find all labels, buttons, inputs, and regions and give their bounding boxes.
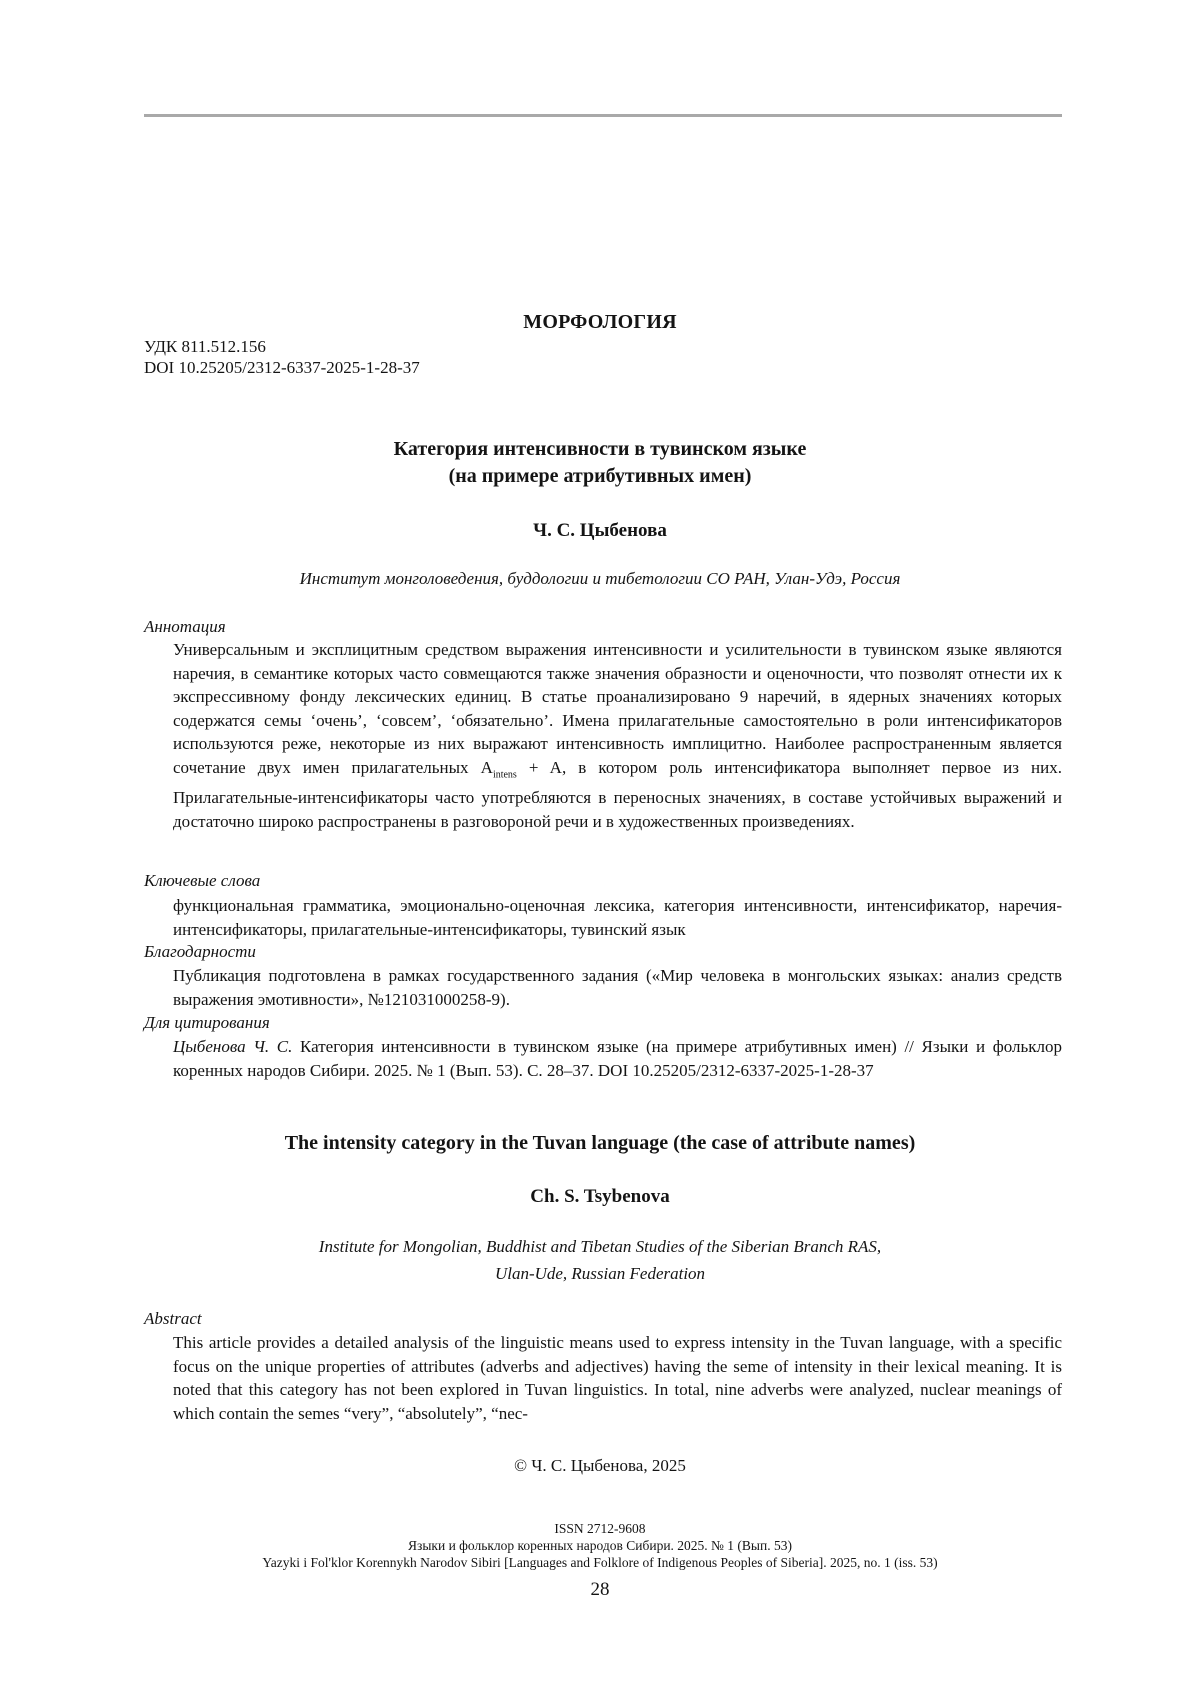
footer-issn: ISSN 2712-9608	[554, 1521, 646, 1536]
udk-code: УДК 811.512.156	[144, 337, 266, 356]
article-title-ru-line2: (на примере атрибутивных имен)	[448, 465, 752, 487]
affiliation-en-line1: Institute for Mongolian, Buddhist and Tibetan Studies of the Siberian Branch RAS,	[318, 1237, 882, 1256]
citation-ru-label: Для цитирования	[144, 1013, 270, 1032]
citation-ru-author: Цыбенова Ч. С.	[173, 1037, 293, 1056]
affiliation-ru: Институт монголоведения, буддологии и тибетологии СО РАН, Улан-Удэ, Россия	[299, 569, 901, 588]
affiliation-en	[0, 1233, 1200, 1287]
abstract-ru-subscript: intens	[492, 768, 517, 780]
abstract-ru-part1: Универсальным и эксплицитным средством выражения интенсивности и усилительности в тувинском языке являются наречия, в семантике которых часто совмещаются также значения образности и оценочности, что позволят отнести их к экспрессивному фонду лексических единиц. В статье проанализировано 9 наречий, в ядерных значениях которых содержатся семы ‘очень’, ‘совсем’, ‘обязательно’. Имена прилагательные самостоятельно в роли интенсификаторов используются реже, некоторые из них выражают интенсивность имплицитно. Наиболее распространенным является сочетание двух имен прилагательных A	[173, 640, 1062, 777]
footer-journal-en: Yazyki i Fol'klor Korennykh Narodov Sibiri [Languages and Folklore of Indigenous Peoples of Siberia]. 2025, no. 1 (iss. 53)	[262, 1555, 938, 1570]
article-title-ru	[0, 436, 1200, 490]
header-rule	[144, 114, 1062, 117]
citation-ru-text	[173, 1035, 1062, 1082]
abstract-ru-part2: + A, в котором роль интенсификатора выполняет первое из них. Прилагательные-интенсификаторы часто употребляются в переносных значениях, в составе устойчивых выражений и достаточно широко распространены в разговороной речи и в художественных произведениях.	[173, 757, 1063, 831]
section-heading: МОРФОЛОГИЯ	[523, 311, 677, 333]
footer	[0, 1520, 1200, 1571]
acknowledgements-ru-label: Благодарности	[144, 942, 256, 961]
keywords-ru-label: Ключевые слова	[144, 871, 261, 890]
author-en: Ch. S. Tsybenova	[530, 1186, 670, 1207]
page-number: 28	[590, 1579, 610, 1600]
citation-ru-body: Категория интенсивности в тувинском языке (на примере атрибутивных имен) // Языки и фольклор коренных народов Сибири. 2025. № 1 (Вып. 53). С. 28–37. DOI 10.25205/2312-6337-2025-1-28-37	[173, 1037, 1062, 1080]
abstract-en-label: Abstract	[144, 1309, 202, 1328]
keywords-ru-text: функциональная грамматика, эмоционально-оценочная лексика, категория интенсивности, интенсификатор, наречия-интенсификаторы, прилагательные-интенсификаторы, тувинский язык	[173, 896, 1062, 939]
affiliation-en-line2: Ulan-Ude, Russian Federation	[494, 1264, 706, 1283]
abstract-ru-label: Аннотация	[144, 617, 226, 636]
footer-journal-ru: Языки и фольклор коренных народов Сибири. 2025. № 1 (Вып. 53)	[408, 1538, 792, 1553]
acknowledgements-ru-text: Публикация подготовлена в рамках государственного задания («Мир человека в монгольских языках: анализ средств выражения эмотивности», №121031000258-9).	[173, 966, 1062, 1009]
copyright: © Ч. С. Цыбенова, 2025	[514, 1456, 686, 1475]
article-title-en: The intensity category in the Tuvan language (the case of attribute names)	[284, 1132, 916, 1154]
abstract-ru-text	[173, 638, 1062, 833]
doi: DOI 10.25205/2312-6337-2025-1-28-37	[144, 358, 420, 377]
article-title-ru-line1: Категория интенсивности в тувинском языке	[393, 438, 807, 460]
author-ru: Ч. С. Цыбенова	[533, 520, 667, 541]
abstract-en-text: This article provides a detailed analysis of the linguistic means used to express intensity in the Tuvan language, with a specific focus on the unique properties of attributes (adverbs and adjectives) having the seme of intensity in their lexical meaning. It is noted that this category has not been explored in Tuvan linguistics. In total, nine adverbs were analyzed, nuclear meanings of which contain the semes “very”, “absolutely”, “nec-	[173, 1333, 1062, 1423]
